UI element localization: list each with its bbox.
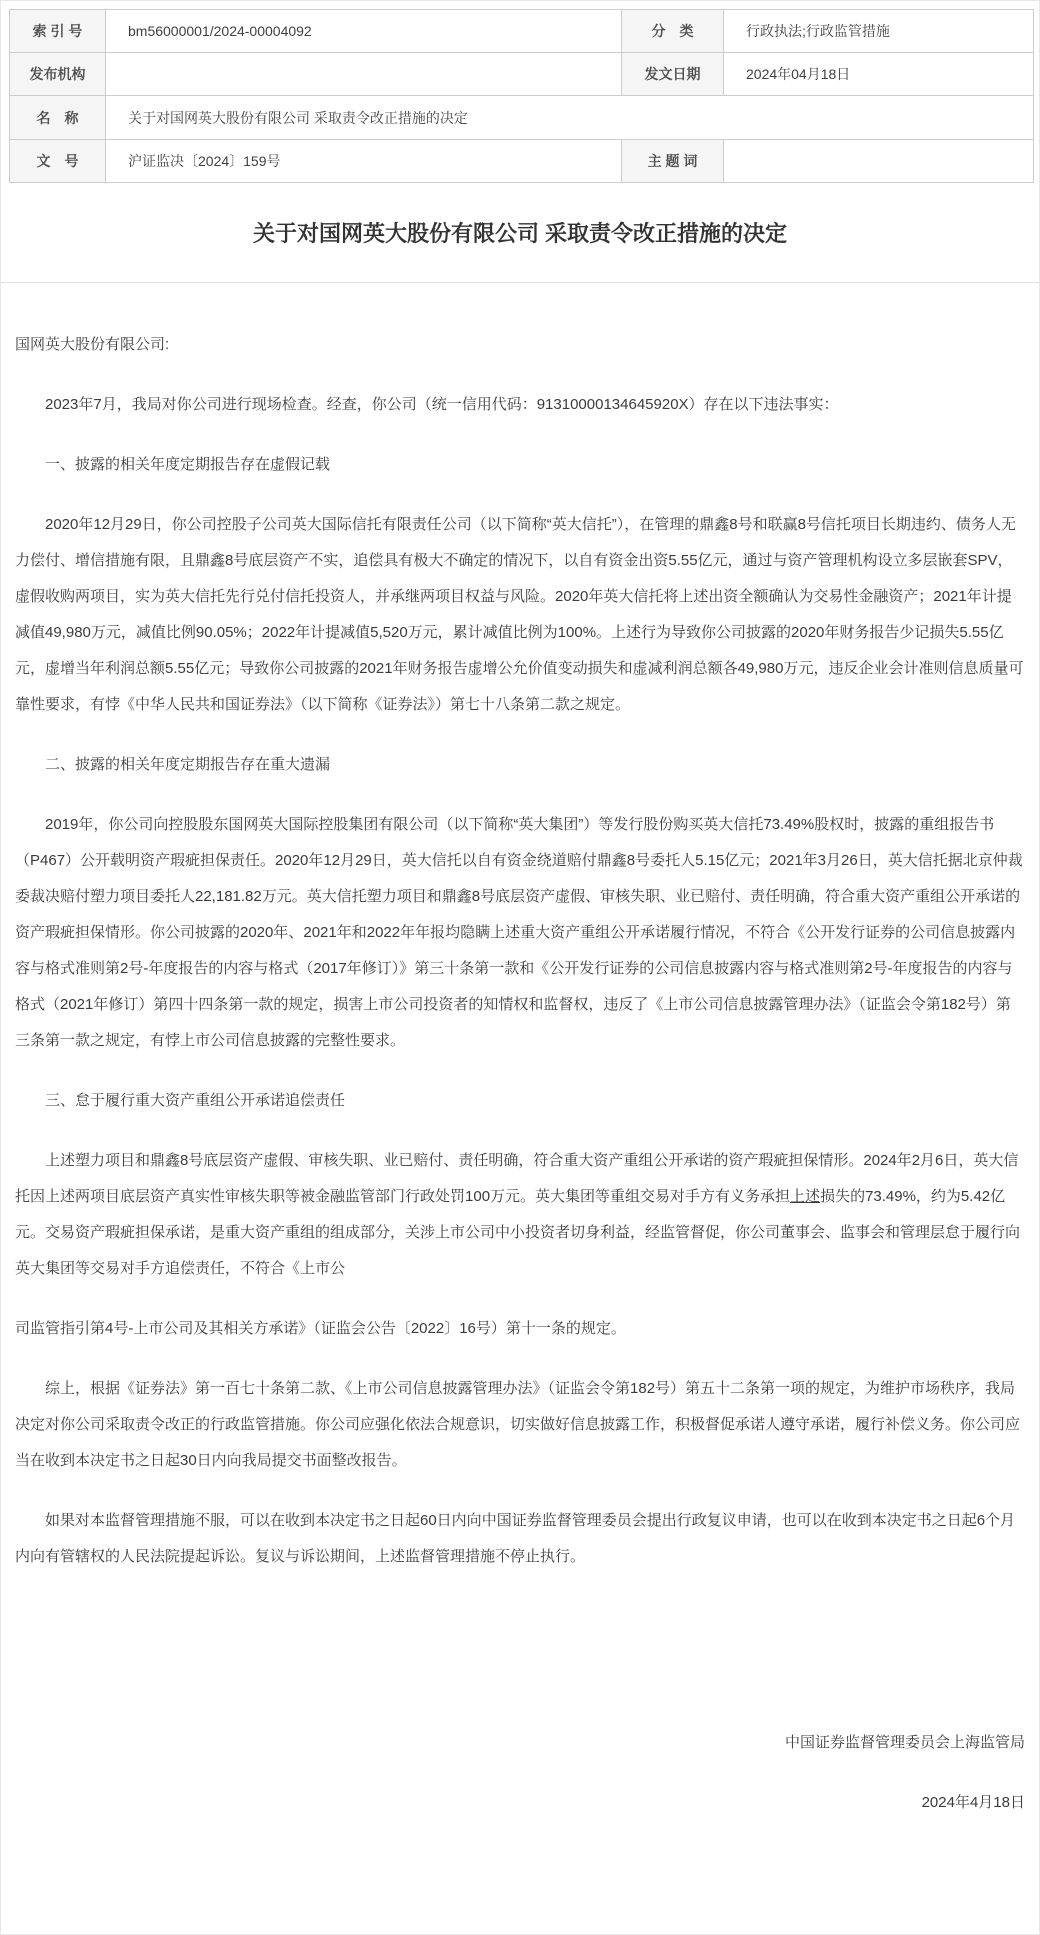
meta-label-name: 名 称 [10,96,106,140]
meta-value-category: 行政执法;行政监管措施 [724,10,1034,53]
section-heading-1: 一、披露的相关年度定期报告存在虚假记载 [45,456,331,473]
meta-row-issuer [10,53,1034,96]
meta-row-index [10,10,1034,53]
paragraph-conclusion: 综上，根据《证券法》第一百七十条第二款、《上市公司信息披露管理办法》（证监会令第182号）第五十二条第一项的规定，为维护市场秩序，我局决定对你公司采取责令改正的行政监管措施。你公司应强化依法合规意识，切实做好信息披露工作，积极督促承诺人遵守承诺，履行补偿义务。你公司应当在收到本决定书之日起30日内向我局提交书面整改报告。 [15,1380,1021,1469]
paragraph-section-3-text-after: 损失的73.49%，约为5.42亿元。交易资产瑕疵担保承诺，是重大资产重组的组成部分，关涉上市公司中小投资者切身利益，经监管督促，你公司董事会、监事会和管理层怠于履行向英大集团等交易对手方追偿责任，不符合《上市公 [15,1188,1021,1277]
salutation: 国网英大股份有限公司: [15,336,170,353]
signature-date: 2024年4月18日 [921,1794,1025,1811]
meta-label-index-number: 索 引 号 [10,10,106,53]
meta-row-doc-number [10,140,1034,183]
divider [1,282,1039,283]
paragraph-appeal: 如果对本监督管理措施不服，可以在收到本决定书之日起60日内向中国证券监督管理委员会提出行政复议申请，也可以在收到本决定书之日起6个月内向有管辖权的人民法院提起诉讼。复议与诉讼期间，上述监督管理措施不停止执行。 [15,1512,1016,1565]
document-body [1,327,1039,1821]
meta-value-doc-number: 沪证监决〔2024〕159号 [106,140,622,183]
meta-value-name: 关于对国网英大股份有限公司 采取责令改正措施的决定 [106,96,1034,140]
meta-label-issue-date: 发文日期 [622,53,724,96]
paragraph-intro: 2023年7月，我局对你公司进行现场检查。经查，你公司（统一信用代码：91310000134645920X）存在以下违法事实： [45,396,839,413]
section-heading-2: 二、披露的相关年度定期报告存在重大遗漏 [45,756,331,773]
meta-value-issue-date: 2024年04月18日 [724,53,1034,96]
meta-label-issuing-agency: 发布机构 [10,53,106,96]
document-title: 关于对国网英大股份有限公司 采取责令改正措施的决定 [252,221,788,246]
underlined-text: 上述 [790,1188,821,1205]
section-heading-3: 三、怠于履行重大资产重组公开承诺追偿责任 [45,1092,346,1109]
document-meta-table [9,9,1034,183]
paragraph-section-3-text-before: 上述塑力项目和鼎鑫8号底层资产虚假、审核失职、业已赔付、责任明确，符合重大资产重组公开承诺的资产瑕疵担保情形。2024年2月6日，英大信托因上述两项目底层资产真实性审核失职等被金融监管部门行政处罚100万元。英大集团等重组交易对手方有义务承担 [15,1152,1019,1205]
meta-value-index-number: bm56000001/2024-00004092 [106,10,622,53]
meta-row-name [10,96,1034,140]
paragraph-section-1: 2020年12月29日，你公司控股子公司英大国际信托有限责任公司（以下简称“英大信托”），在管理的鼎鑫8号和联赢8号信托项目长期违约、债务人无力偿付、增信措施有限，且鼎鑫8号底层资产不实，追偿具有极大不确定的情况下，以自有资金出资5.55亿元，通过与资产管理机构设立多层嵌套SPV，虚假收购两项目，实为英大信托先行兑付信托投资人，并承继两项目权益与风险。2020年英大信托将上述出资全额确认为交易性金融资产；2021年计提减值49,980万元，减值比例90.05%；2022年计提减值5,520万元，累计减值比例为100%。上述行为导致你公司披露的2020年财务报告少记损失5.55亿元，虚增当年利润总额5.55亿元；导致你公司披露的2021年财务报告虚增公允价值变动损失和虚减利润总额各49,980万元，违反企业会计准则信息质量可靠性要求，有悖《中华人民共和国证券法》（以下简称《证券法》）第七十八条第二款之规定。 [15,516,1024,713]
paragraph-section-3-continued: 司监管指引第4号-上市公司及其相关方承诺》（证监会公告〔2022〕16号）第十一条的规定。 [15,1320,626,1337]
meta-label-subject-words: 主 题 词 [622,140,724,183]
meta-value-issuing-agency [106,53,622,96]
signature-organization: 中国证券监督管理委员会上海监管局 [784,1734,1025,1751]
meta-label-doc-number: 文 号 [10,140,106,183]
paragraph-section-3 [15,1143,1025,1287]
meta-value-subject-words [724,140,1034,183]
paragraph-section-2: 2019年，你公司向控股股东国网英大国际控股集团有限公司（以下简称“英大集团”）等发行股份购买英大信托73.49%股权时，披露的重组报告书（P467）公开载明资产瑕疵担保责任。2020年12月29日，英大信托以自有资金绕道赔付鼎鑫8号委托人5.15亿元；2021年3月26日，英大信托据北京仲裁委裁决赔付塑力项目委托人22,181.82万元。英大信托塑力项目和鼎鑫8号底层资产虚假、审核失职、业已赔付、责任明确，符合重大资产重组公开承诺的资产瑕疵担保情形。你公司披露的2020年、2021年和2022年年报均隐瞒上述重大资产重组公开承诺履行情况，不符合《公开发行证券的公司信息披露内容与格式准则第2号-年度报告的内容与格式（2017年修订）》第三十条第一款和《公开发行证券的公司信息披露内容与格式准则第2号-年度报告的内容与格式（2021年修订）第四十四条第一款的规定，损害上市公司投资者的知情权和监督权，违反了《上市公司信息披露管理办法》（证监会令第182号）第三条第一款之规定，有悖上市公司信息披露的完整性要求。 [15,816,1023,1049]
meta-label-category: 分 类 [622,10,724,53]
